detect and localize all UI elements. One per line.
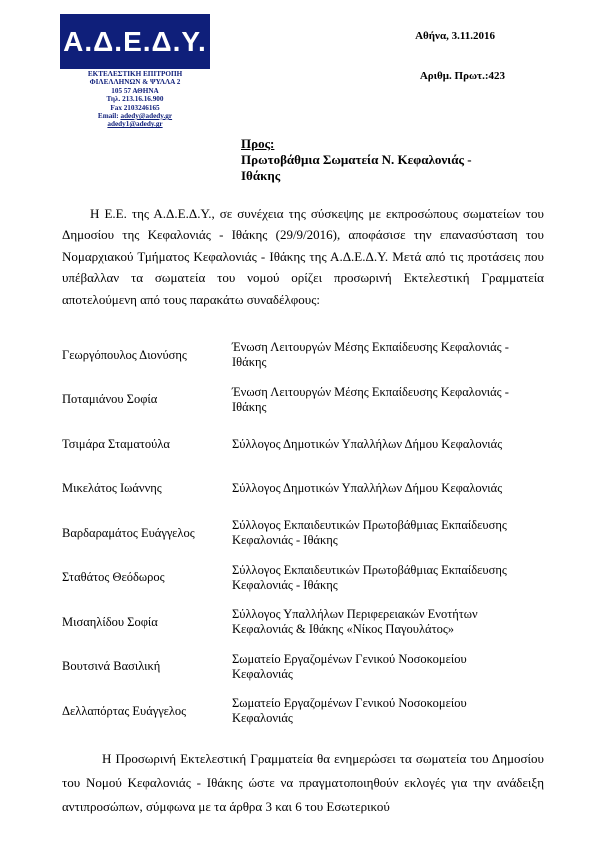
closing-paragraph: Η Προσωρινή Εκτελεστική Γραμματεία θα ενημερώσει τα σωματεία του Δημοσίου του Νομού Κεφαλονιάς - Ιθάκης ώστε να πραγματοποιηθούν εκλογές για την ανάδειξη αντιπροσώπων, σύμφωνα με τα άρθρα 3 και 6 του Εσωτερικού <box>62 751 544 814</box>
member-name: Μικελάτος Ιωάννης <box>62 481 162 496</box>
member-row <box>62 511 544 556</box>
document-date: Αθήνα, 3.11.2016 <box>415 30 495 42</box>
contact-block <box>60 70 210 129</box>
member-name: Τσιμάρα Σταματούλα <box>62 436 170 451</box>
recipient-block <box>241 136 501 184</box>
member-union: Ένωση Λειτουργών Μέσης Εκπαίδευσης Κεφαλονιάς - Ιθάκης <box>232 340 509 370</box>
member-union: Σύλλογος Δημοτικών Υπαλλήλων Δήμου Κεφαλονιάς <box>232 436 503 451</box>
email-link-1[interactable]: adedy@adedy.gr <box>120 112 173 121</box>
protocol-number: Αριθμ. Πρωτ.:423 <box>419 70 505 82</box>
member-row <box>62 378 544 423</box>
contact-line-address: ΦΙΛΕΛΛΗΝΩΝ & ΨΥΛΛΑ 2 <box>89 78 181 87</box>
contact-line-city: 105 57 ΑΘΗΝΑ <box>111 86 159 95</box>
intro-paragraph-block <box>62 203 544 310</box>
member-union: Σύλλογος Δημοτικών Υπαλλήλων Δήμου Κεφαλονιάς <box>232 481 503 496</box>
member-union: Σύλλογος Εκπαιδευτικών Πρωτοβάθμιας Εκπαίδευσης Κεφαλονιάς - Ιθάκης <box>232 518 507 548</box>
member-row <box>62 422 544 467</box>
intro-paragraph: Η Ε.Ε. της Α.Δ.Ε.Δ.Υ., σε συνέχεια της σύσκεψης με εκπροσώπους σωματείων του Δημοσίου της Κεφαλονιάς - Ιθάκης (29/9/2016), αποφάσισε την επανασύσταση του Νομαρχιακού Τμήματος Κεφαλονιάς - Ιθάκης της Α.Δ.Ε.Δ.Υ. Μετά από τις προτάσεις που υπέβαλλαν τα σωματεία του νομού ορίζει προσωρινή Εκτελεστική Γραμματεία αποτελούμενη από τους παρακάτω συναδέλφους: <box>62 206 544 307</box>
closing-paragraph-block <box>62 747 544 819</box>
member-row <box>62 333 544 378</box>
contact-phone: Τηλ. 213.16.16.900 <box>106 95 164 104</box>
member-row <box>62 467 544 512</box>
member-row <box>62 645 544 690</box>
recipient-label: Προς: <box>241 136 275 151</box>
member-union: Σωματείο Εργαζομένων Γενικού Νοσοκομείου Κεφαλονιάς <box>232 696 467 726</box>
member-name: Γεωργόπουλος Διονύσης <box>62 347 187 362</box>
contact-line-committee: ΕΚΤΕΛΕΣΤΙΚΗ ΕΠΙΤΡΟΠΗ <box>87 70 183 78</box>
email-label: Email: <box>97 112 119 121</box>
member-union: Σύλλογος Υπαλλήλων Περιφερειακών Ενοτήτων Κεφαλονιάς & Ιθάκης «Νίκος Παγουλάτος» <box>232 607 478 637</box>
member-union: Σωματείο Εργαζομένων Γενικού Νοσοκομείου Κεφαλονιάς <box>232 651 467 681</box>
member-union: Ένωση Λειτουργών Μέσης Εκπαίδευσης Κεφαλονιάς - Ιθάκης <box>232 384 509 414</box>
member-name: Βαρδαραμάτος Ευάγγελος <box>62 525 195 540</box>
member-union: Σύλλογος Εκπαιδευτικών Πρωτοβάθμιας Εκπαίδευσης Κεφαλονιάς - Ιθάκης <box>232 562 507 592</box>
adedy-logo <box>60 14 210 69</box>
member-name: Σταθάτος Θεόδωρος <box>62 570 165 585</box>
member-name: Μισαηλίδου Σοφία <box>62 614 158 629</box>
member-row <box>62 600 544 645</box>
member-row <box>62 556 544 601</box>
members-table <box>62 333 544 734</box>
logo-text: Α.Δ.Ε.Δ.Υ. <box>63 25 207 57</box>
email-link-2[interactable]: adedy1@adedy.gr <box>107 120 163 129</box>
recipient-text: Πρωτοβάθμια Σωματεία Ν. Κεφαλονιάς - Ιθάκης <box>241 152 472 183</box>
member-name: Βουτσινά Βασιλική <box>62 659 161 674</box>
contact-fax: Fax 2103246165 <box>110 103 160 112</box>
member-name: Δελλαπόρτας Ευάγγελος <box>62 703 187 718</box>
member-name: Ποταμιάνου Σοφία <box>62 392 158 407</box>
contact-email-line-2 <box>60 120 210 128</box>
member-row <box>62 689 544 734</box>
contact-email-line <box>60 112 210 120</box>
